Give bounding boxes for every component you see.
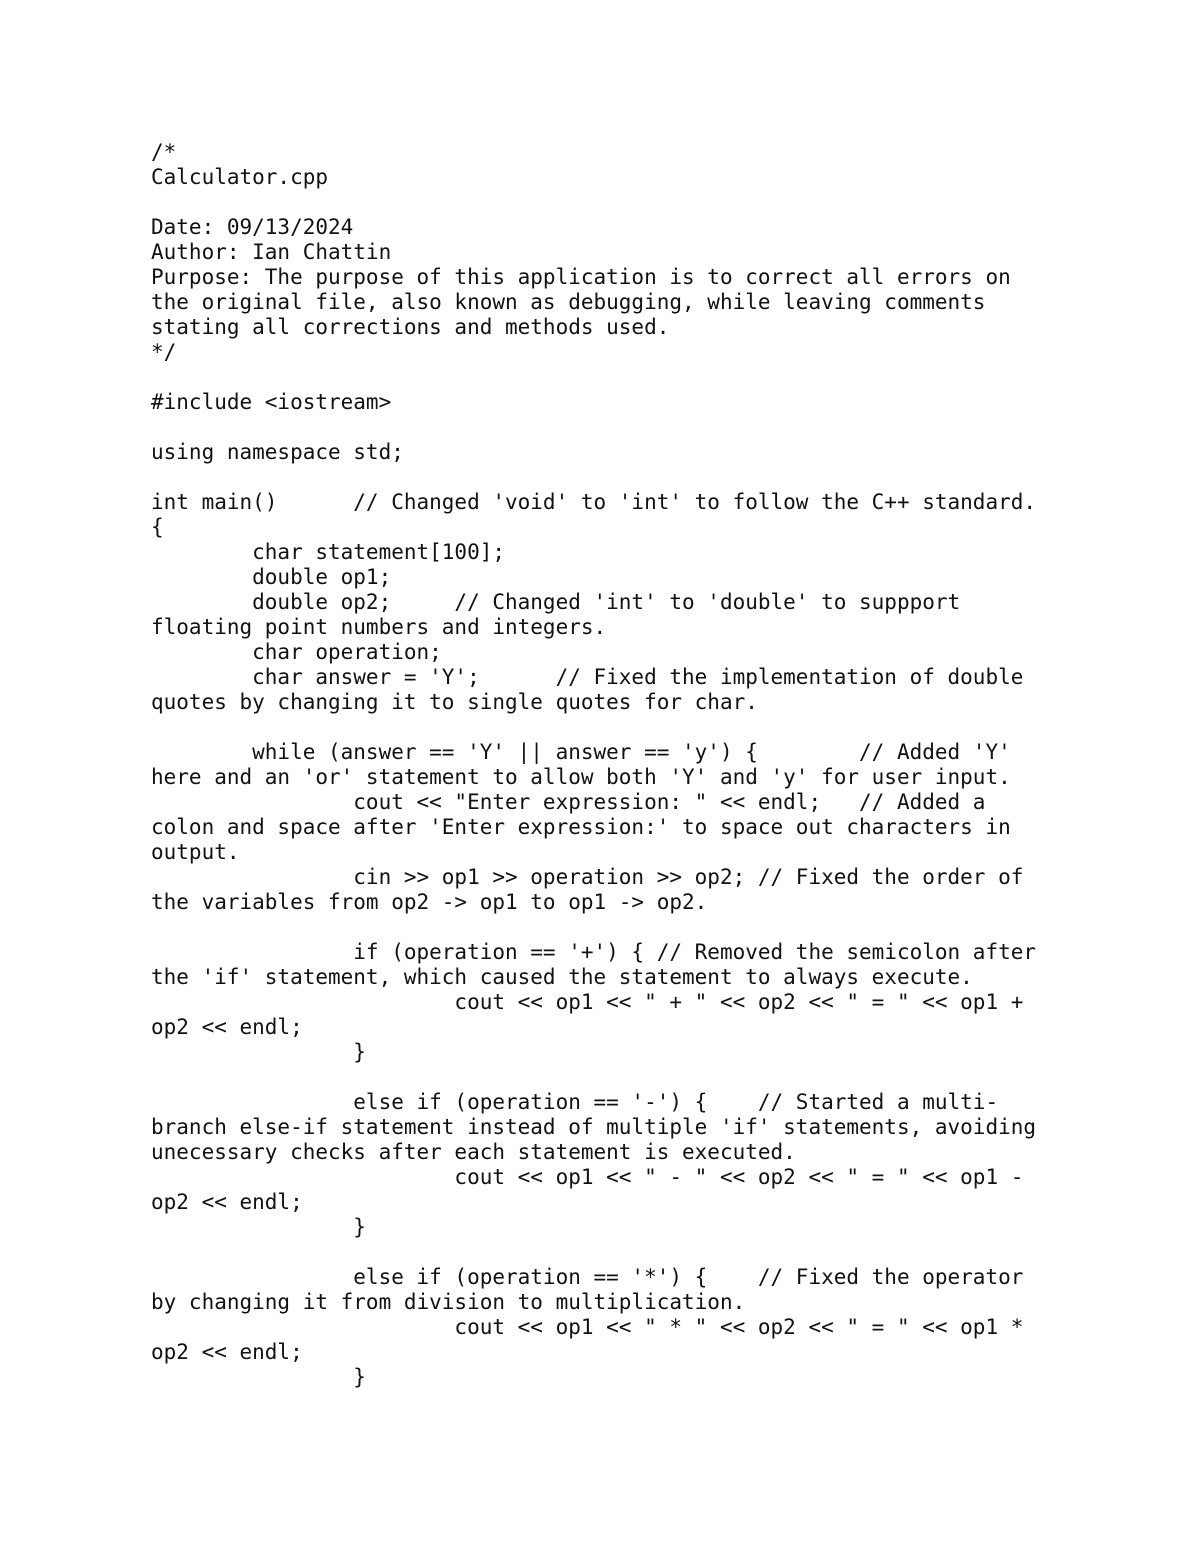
code-line: floating point numbers and integers. xyxy=(151,615,607,639)
code-line: #include <iostream> xyxy=(151,390,392,414)
code-line: op2 << endl; xyxy=(151,1340,303,1364)
code-line: if (operation == '+') { // Removed the semicolon after xyxy=(151,940,1037,964)
code-line xyxy=(151,415,1131,440)
code-line: using namespace std; xyxy=(151,440,404,464)
code-line: stating all corrections and methods used. xyxy=(151,315,670,339)
code-line: char answer = 'Y'; // Fixed the implementation of double xyxy=(151,665,1024,689)
code-line: while (answer == 'Y' || answer == 'y') { // Added 'Y' xyxy=(151,740,1011,764)
code-line: } xyxy=(151,1040,366,1064)
code-line: the 'if' statement, which caused the statement to always execute. xyxy=(151,965,973,989)
code-line xyxy=(151,465,1131,490)
code-line: Purpose: The purpose of this application is to correct all errors on xyxy=(151,265,1011,289)
code-line: char operation; xyxy=(151,640,442,664)
code-line xyxy=(151,365,1131,390)
code-line xyxy=(151,915,1131,940)
code-line: quotes by changing it to single quotes for char. xyxy=(151,690,758,714)
code-line xyxy=(151,715,1131,740)
code-line: op2 << endl; xyxy=(151,1190,303,1214)
code-line: branch else-if statement instead of multiple 'if' statements, avoiding xyxy=(151,1115,1037,1139)
code-listing xyxy=(151,140,1131,1390)
code-line: { xyxy=(151,515,164,539)
code-line: here and an 'or' statement to allow both 'Y' and 'y' for user input. xyxy=(151,765,1011,789)
code-line xyxy=(151,1065,1131,1090)
code-line: } xyxy=(151,1365,366,1389)
code-line: double op2; // Changed 'int' to 'double' to suppport xyxy=(151,590,961,614)
code-line: char statement[100]; xyxy=(151,540,506,564)
code-line: cout << op1 << " * " << op2 << " = " << op1 * xyxy=(151,1315,1024,1339)
code-line: cout << op1 << " + " << op2 << " = " << op1 + xyxy=(151,990,1024,1014)
code-line: double op1; xyxy=(151,565,392,589)
code-line: Calculator.cpp xyxy=(151,165,329,189)
code-line: else if (operation == '*') { // Fixed the operator xyxy=(151,1265,1024,1289)
code-line: Author: Ian Chattin xyxy=(151,240,392,264)
code-line: int main() // Changed 'void' to 'int' to follow the C++ standard. xyxy=(151,490,1037,514)
code-line: op2 << endl; xyxy=(151,1015,303,1039)
code-line: by changing it from division to multiplication. xyxy=(151,1290,746,1314)
code-line: cin >> op1 >> operation >> op2; // Fixed the order of xyxy=(151,865,1024,889)
code-line: else if (operation == '-') { // Started a multi- xyxy=(151,1090,999,1114)
code-line: Date: 09/13/2024 xyxy=(151,215,354,239)
code-line: cout << "Enter expression: " << endl; // Added a xyxy=(151,790,986,814)
code-line: /* xyxy=(151,140,177,164)
code-line: output. xyxy=(151,840,240,864)
code-line xyxy=(151,190,1131,215)
code-line: the original file, also known as debugging, while leaving comments xyxy=(151,290,986,314)
code-line: unecessary checks after each statement is executed. xyxy=(151,1140,796,1164)
code-line: the variables from op2 -> op1 to op1 -> op2. xyxy=(151,890,708,914)
code-line: */ xyxy=(151,340,177,364)
code-line: colon and space after 'Enter expression:' to space out characters in xyxy=(151,815,1011,839)
code-line: cout << op1 << " - " << op2 << " = " << op1 - xyxy=(151,1165,1024,1189)
code-line: } xyxy=(151,1215,366,1239)
code-line xyxy=(151,1240,1131,1265)
